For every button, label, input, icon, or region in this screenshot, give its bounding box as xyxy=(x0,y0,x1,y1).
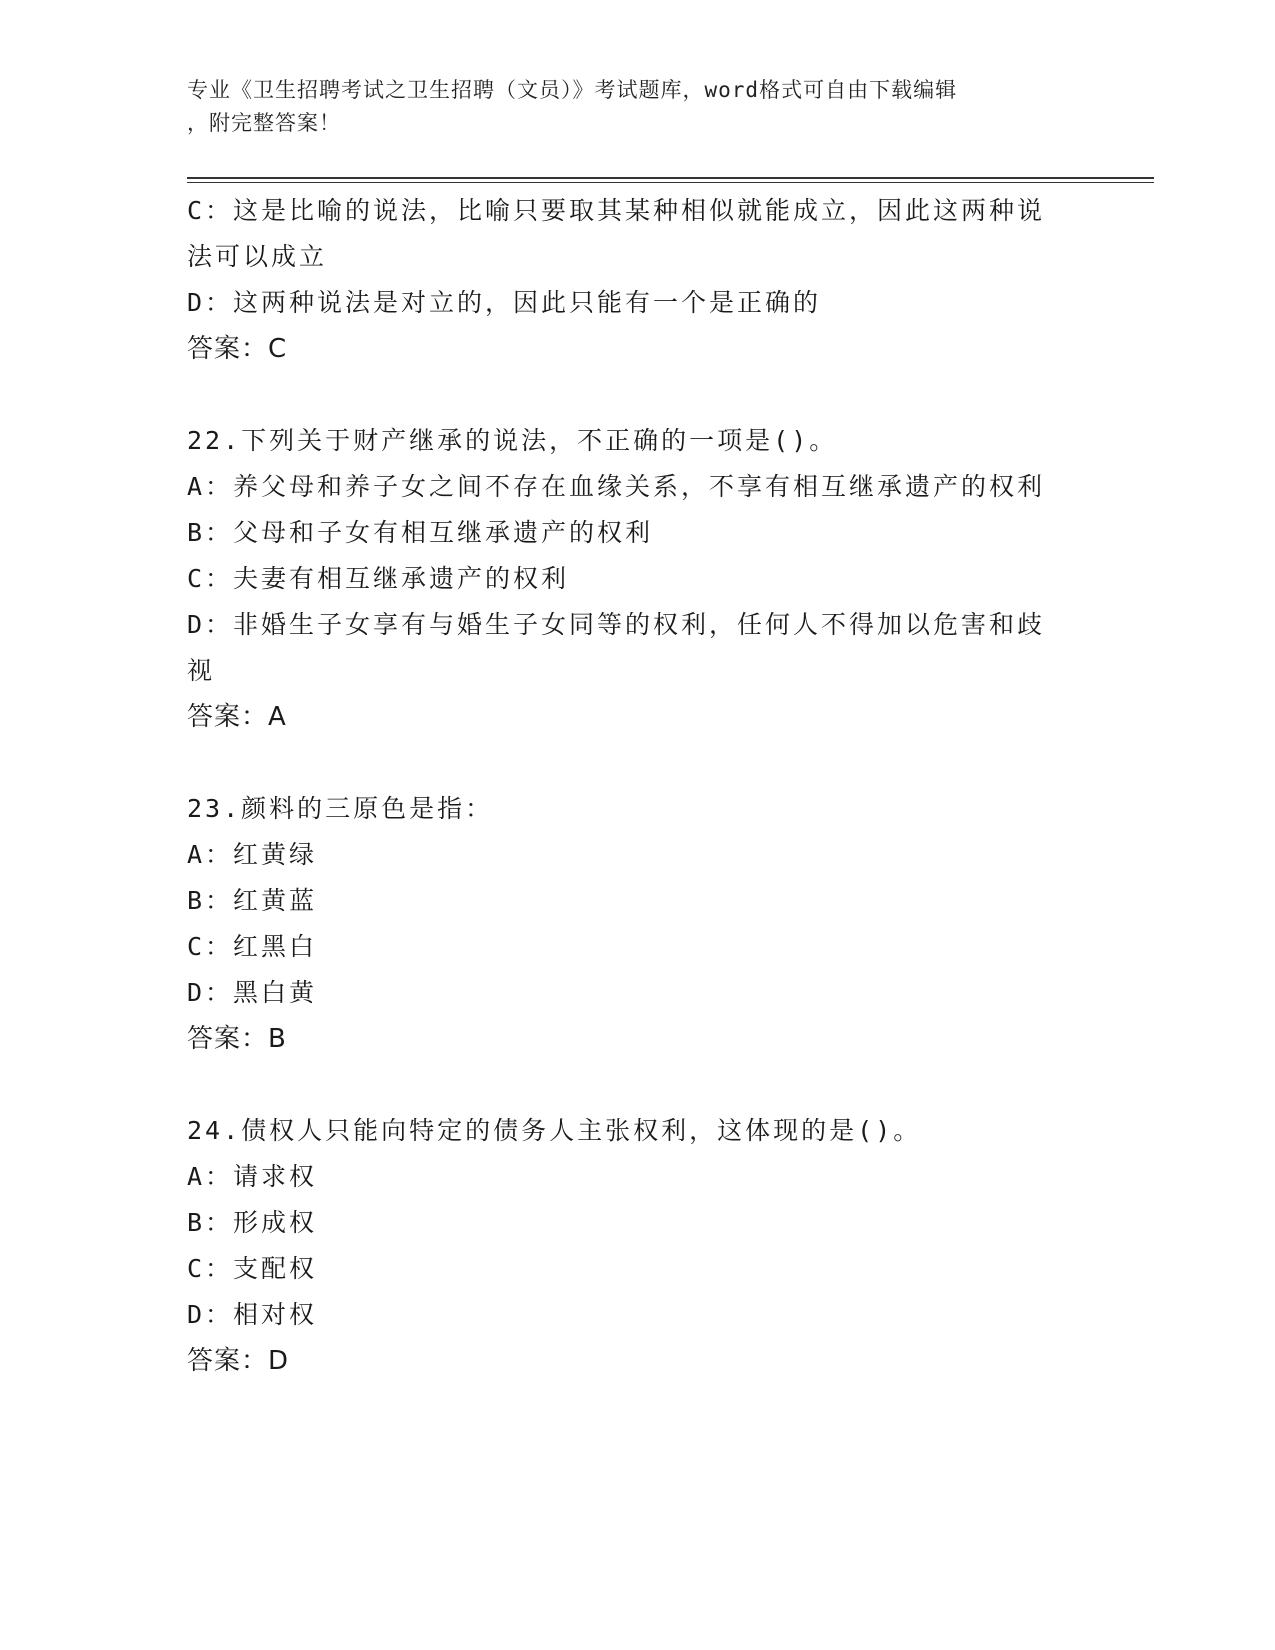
previous-question xyxy=(187,188,1087,372)
question-text: 23.颜料的三原色是指： xyxy=(187,794,494,823)
header-line-2: ，附完整答案！ xyxy=(187,111,341,135)
option-a: A：请求权 xyxy=(187,1162,318,1191)
header-rule-thick xyxy=(187,177,1154,179)
option-d: D：相对权 xyxy=(187,1300,318,1329)
question-text: 24.债权人只能向特定的债务人主张权利，这体现的是()。 xyxy=(187,1116,922,1145)
option-b: B：形成权 xyxy=(187,1208,318,1237)
option-c: C：夫妻有相互继承遗产的权利 xyxy=(187,564,570,593)
option-d: D：非婚生子女享有与婚生子女同等的权利，任何人不得加以危害和歧 xyxy=(187,610,1046,639)
document-header xyxy=(187,74,1067,140)
answer: 答案：D xyxy=(187,1346,290,1376)
spacer xyxy=(187,372,1087,418)
option-c: C：支配权 xyxy=(187,1254,318,1283)
spacer xyxy=(187,1062,1087,1108)
question-list xyxy=(187,188,1087,1384)
option-c: C：红黑白 xyxy=(187,932,318,961)
option-b: B：父母和子女有相互继承遗产的权利 xyxy=(187,518,654,547)
answer: 答案：C xyxy=(187,334,288,364)
header-rule-thin xyxy=(187,182,1154,183)
option-d: D：这两种说法是对立的，因此只能有一个是正确的 xyxy=(187,288,822,317)
answer: 答案：B xyxy=(187,1024,287,1054)
option-a: A：养父母和养子女之间不存在血缘关系，不享有相互继承遗产的权利 xyxy=(187,472,1046,501)
option-a: A：红黄绿 xyxy=(187,840,318,869)
question-text: 22.下列关于财产继承的说法，不正确的一项是()。 xyxy=(187,426,838,455)
option-c-continued: 法可以成立 xyxy=(187,242,328,271)
question-23 xyxy=(187,786,1087,1062)
question-24 xyxy=(187,1108,1087,1384)
option-d-continued: 视 xyxy=(187,656,216,685)
option-b: B：红黄蓝 xyxy=(187,886,318,915)
answer: 答案：A xyxy=(187,702,287,732)
question-22 xyxy=(187,418,1087,740)
header-line-1: 专业《卫生招聘考试之卫生招聘（文员）》考试题库，word格式可自由下载编辑 xyxy=(187,78,958,102)
spacer xyxy=(187,740,1087,786)
option-c: C：这是比喻的说法，比喻只要取其某种相似就能成立，因此这两种说 xyxy=(187,196,1046,225)
option-d: D：黑白黄 xyxy=(187,978,318,1007)
